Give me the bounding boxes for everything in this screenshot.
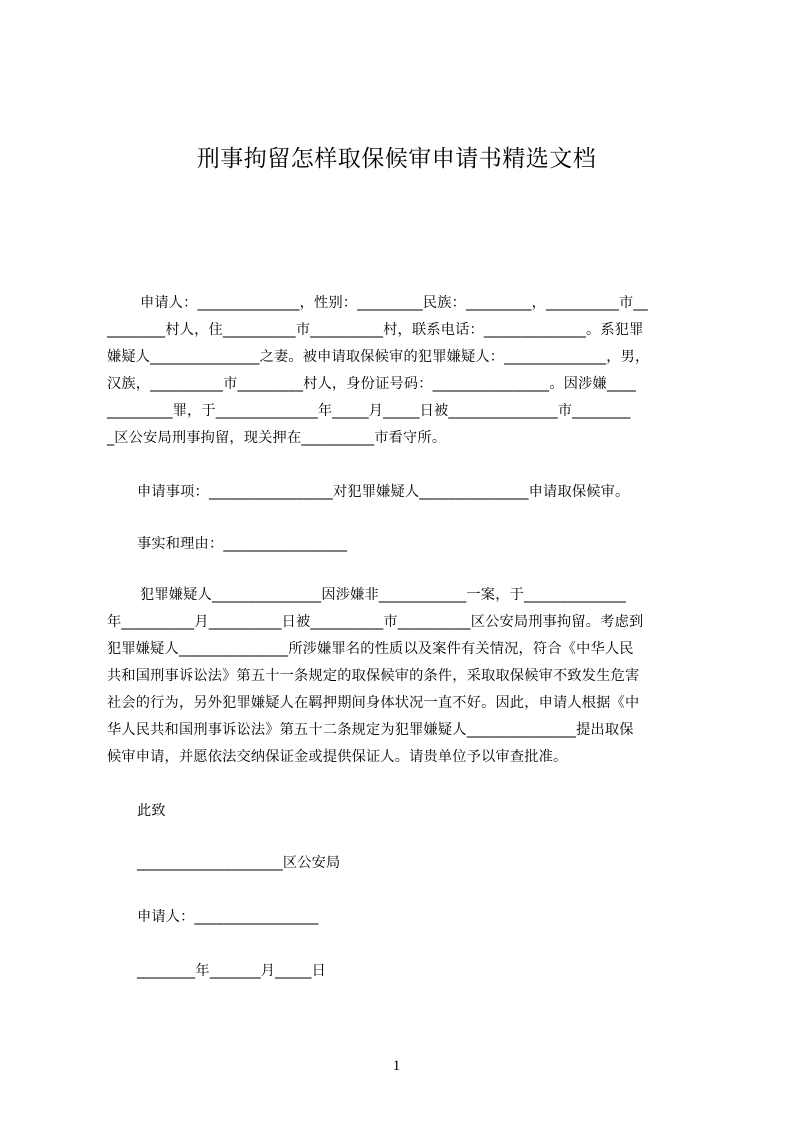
- page-number: 1: [392, 1058, 401, 1074]
- text-line: 年__________月__________日被__________市__________区公安局刑事拘留。考虑到: [107, 614, 644, 630]
- recipient-line: ____________________区公安局: [137, 855, 341, 871]
- date-line: ________年_______月_____日: [137, 963, 327, 979]
- text-line: 共和国刑事诉讼法》第五十一条规定的取保候审的条件，采取取保候审不致发生危害: [107, 668, 640, 684]
- text-line: 社会的行为，另外犯罪嫌疑人在羁押期间身体状况一直不好。因此，申请人根据《中: [107, 695, 640, 711]
- text-line: 申请人：______________，性别：_________民族：_________，__________市__: [140, 295, 648, 311]
- text-line: 犯罪嫌疑人_______________所涉嫌罪名的性质以及案件有关情况，符合《中华人民: [107, 641, 634, 657]
- text-line: _________罪，于______________年_____月_____日被_______________市________: [107, 403, 631, 419]
- text-line: 汉族，__________市_________村人，身份证号码：________________。因涉嫌____: [107, 376, 637, 392]
- signature-line: 申请人：_________________: [137, 909, 319, 925]
- closing-salutation: 此致: [137, 803, 166, 819]
- page-title: 刑事拘留怎样取保候审申请书精选文档: [196, 146, 597, 172]
- facts-and-reasons-heading: 事实和理由：_________________: [137, 536, 348, 552]
- application-matter: 申请事项：_________________对犯罪嫌疑人_______________申请取保候审。: [137, 484, 630, 500]
- text-line: _区公安局刑事拘留，现关押在__________市看守所。: [107, 430, 447, 446]
- text-line: 嫌疑人_______________之妻。被申请取保候审的犯罪嫌疑人：______________，男，: [107, 349, 650, 365]
- text-line: 华人民共和国刑事诉讼法》第五十二条规定为犯罪嫌疑人_______________提出取保: [107, 722, 634, 738]
- text-line: 犯罪嫌疑人_______________因涉嫌非____________一案，于______________: [140, 587, 627, 603]
- text-line: 候审申请，并愿依法交纳保证金或提供保证人。请贵单位予以审查批准。: [107, 749, 568, 765]
- text-line: ________村人，住__________市__________村，联系电话：______________。系犯罪: [107, 322, 644, 338]
